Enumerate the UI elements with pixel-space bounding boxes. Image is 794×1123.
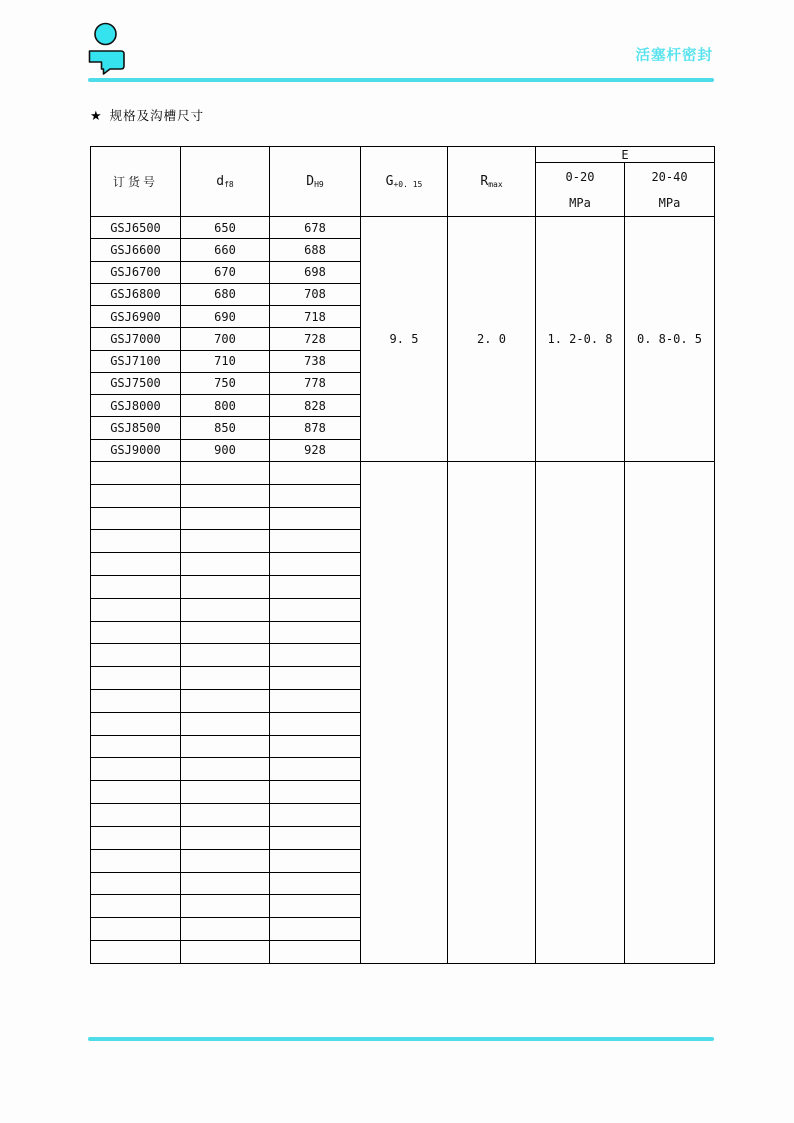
cell-order-no: GSJ9000 bbox=[91, 439, 181, 461]
empty-cell bbox=[181, 872, 270, 895]
empty-cell bbox=[91, 690, 181, 713]
empty-cell bbox=[91, 781, 181, 804]
cell-D: 678 bbox=[270, 217, 361, 239]
empty-cell bbox=[91, 667, 181, 690]
empty-cell bbox=[270, 895, 361, 918]
empty-cell bbox=[181, 667, 270, 690]
empty-cell bbox=[270, 690, 361, 713]
cell-d: 800 bbox=[181, 395, 270, 417]
empty-cell bbox=[91, 895, 181, 918]
cell-order-no: GSJ6800 bbox=[91, 283, 181, 305]
spec-table-body bbox=[91, 217, 715, 964]
empty-cell bbox=[181, 826, 270, 849]
cell-D: 778 bbox=[270, 372, 361, 394]
cell-d: 850 bbox=[181, 417, 270, 439]
empty-cell bbox=[181, 598, 270, 621]
section-heading bbox=[90, 106, 204, 124]
empty-cell bbox=[270, 758, 361, 781]
empty-cell bbox=[270, 621, 361, 644]
cell-d: 690 bbox=[181, 306, 270, 328]
empty-cell bbox=[270, 461, 361, 484]
cell-d: 700 bbox=[181, 328, 270, 350]
empty-cell bbox=[91, 758, 181, 781]
empty-merged-cell bbox=[448, 461, 536, 963]
empty-cell bbox=[181, 804, 270, 827]
empty-cell bbox=[91, 553, 181, 576]
spec-table bbox=[90, 146, 715, 964]
empty-cell bbox=[270, 826, 361, 849]
empty-cell bbox=[91, 712, 181, 735]
e-low-unit: MPa bbox=[569, 195, 591, 210]
cell-order-no: GSJ6500 bbox=[91, 217, 181, 239]
empty-merged-cell bbox=[536, 461, 625, 963]
empty-cell bbox=[270, 530, 361, 553]
e-high-unit: MPa bbox=[658, 195, 681, 210]
cell-D: 928 bbox=[270, 439, 361, 461]
cell-d: 660 bbox=[181, 239, 270, 261]
empty-cell bbox=[270, 804, 361, 827]
cell-order-no: GSJ6900 bbox=[91, 306, 181, 328]
empty-cell bbox=[181, 735, 270, 758]
col-header-e-low bbox=[536, 163, 625, 217]
empty-cell bbox=[181, 895, 270, 918]
empty-merged-cell bbox=[625, 461, 715, 963]
header-rule bbox=[88, 78, 714, 82]
col-header-G: $G_{+0. 15}$ bbox=[361, 147, 448, 217]
empty-cell bbox=[181, 758, 270, 781]
cell-D: 718 bbox=[270, 306, 361, 328]
empty-cell bbox=[181, 849, 270, 872]
empty-cell bbox=[270, 507, 361, 530]
g-value: 9. 5 bbox=[361, 217, 448, 462]
e-high-range: 20-40 bbox=[651, 169, 688, 184]
e-low-value: 1. 2-0. 8 bbox=[536, 217, 625, 462]
table-row bbox=[91, 217, 715, 239]
r-value: 2. 0 bbox=[448, 217, 536, 462]
brand-logo-icon bbox=[88, 22, 126, 76]
cell-order-no: GSJ7500 bbox=[91, 372, 181, 394]
spec-table-header bbox=[91, 147, 715, 217]
empty-cell bbox=[91, 644, 181, 667]
empty-cell bbox=[91, 849, 181, 872]
cell-order-no: GSJ8000 bbox=[91, 395, 181, 417]
cell-order-no: GSJ7000 bbox=[91, 328, 181, 350]
empty-cell bbox=[91, 507, 181, 530]
empty-cell bbox=[181, 644, 270, 667]
empty-cell bbox=[181, 484, 270, 507]
empty-cell bbox=[270, 553, 361, 576]
col-header-D: $D_{H9}$ bbox=[270, 147, 361, 217]
section-heading-text: 规格及沟槽尺寸 bbox=[109, 108, 205, 123]
e-low-range: 0-20 bbox=[565, 169, 595, 184]
cell-D: 878 bbox=[270, 417, 361, 439]
empty-cell bbox=[270, 575, 361, 598]
cell-order-no: GSJ8500 bbox=[91, 417, 181, 439]
empty-cell bbox=[181, 621, 270, 644]
cell-d: 710 bbox=[181, 350, 270, 372]
empty-cell bbox=[181, 940, 270, 963]
empty-cell bbox=[181, 507, 270, 530]
empty-cell bbox=[91, 598, 181, 621]
cell-d: 650 bbox=[181, 217, 270, 239]
empty-cell bbox=[181, 461, 270, 484]
empty-table-row bbox=[91, 461, 715, 484]
empty-cell bbox=[270, 918, 361, 941]
empty-cell bbox=[270, 644, 361, 667]
page-title: 活塞杆密封 bbox=[635, 48, 713, 64]
cell-order-no: GSJ7100 bbox=[91, 350, 181, 372]
cell-D: 708 bbox=[270, 283, 361, 305]
col-header-d: $d_{f8}$ bbox=[181, 147, 270, 217]
cell-d: 750 bbox=[181, 372, 270, 394]
col-header-order-no: 订货号 bbox=[91, 147, 181, 217]
empty-merged-cell bbox=[361, 461, 448, 963]
cell-order-no: GSJ6600 bbox=[91, 239, 181, 261]
empty-cell bbox=[181, 575, 270, 598]
e-high-value: 0. 8-0. 5 bbox=[625, 217, 715, 462]
empty-cell bbox=[91, 918, 181, 941]
empty-cell bbox=[270, 781, 361, 804]
empty-cell bbox=[270, 598, 361, 621]
empty-cell bbox=[91, 735, 181, 758]
empty-cell bbox=[91, 461, 181, 484]
empty-cell bbox=[91, 804, 181, 827]
empty-cell bbox=[181, 530, 270, 553]
empty-cell bbox=[91, 826, 181, 849]
empty-cell bbox=[91, 530, 181, 553]
empty-cell bbox=[270, 712, 361, 735]
cell-D: 698 bbox=[270, 261, 361, 283]
empty-cell bbox=[181, 553, 270, 576]
star-icon: ★ bbox=[90, 109, 103, 124]
empty-cell bbox=[91, 940, 181, 963]
cell-D: 688 bbox=[270, 239, 361, 261]
empty-cell bbox=[270, 849, 361, 872]
empty-cell bbox=[181, 781, 270, 804]
empty-cell bbox=[181, 918, 270, 941]
footer-rule bbox=[88, 1037, 714, 1041]
empty-cell bbox=[270, 484, 361, 507]
empty-cell bbox=[91, 575, 181, 598]
col-header-E: E bbox=[536, 147, 715, 163]
cell-D: 728 bbox=[270, 328, 361, 350]
empty-cell bbox=[91, 621, 181, 644]
cell-D: 738 bbox=[270, 350, 361, 372]
cell-D: 828 bbox=[270, 395, 361, 417]
empty-cell bbox=[91, 484, 181, 507]
col-header-e-high bbox=[625, 163, 715, 217]
empty-cell bbox=[181, 690, 270, 713]
cell-d: 680 bbox=[181, 283, 270, 305]
cell-order-no: GSJ6700 bbox=[91, 261, 181, 283]
empty-cell bbox=[91, 872, 181, 895]
empty-cell bbox=[181, 712, 270, 735]
col-header-R: $R_{max}$ bbox=[448, 147, 536, 217]
cell-d: 900 bbox=[181, 439, 270, 461]
empty-cell bbox=[270, 667, 361, 690]
empty-cell bbox=[270, 940, 361, 963]
empty-cell bbox=[270, 735, 361, 758]
cell-d: 670 bbox=[181, 261, 270, 283]
empty-cell bbox=[270, 872, 361, 895]
